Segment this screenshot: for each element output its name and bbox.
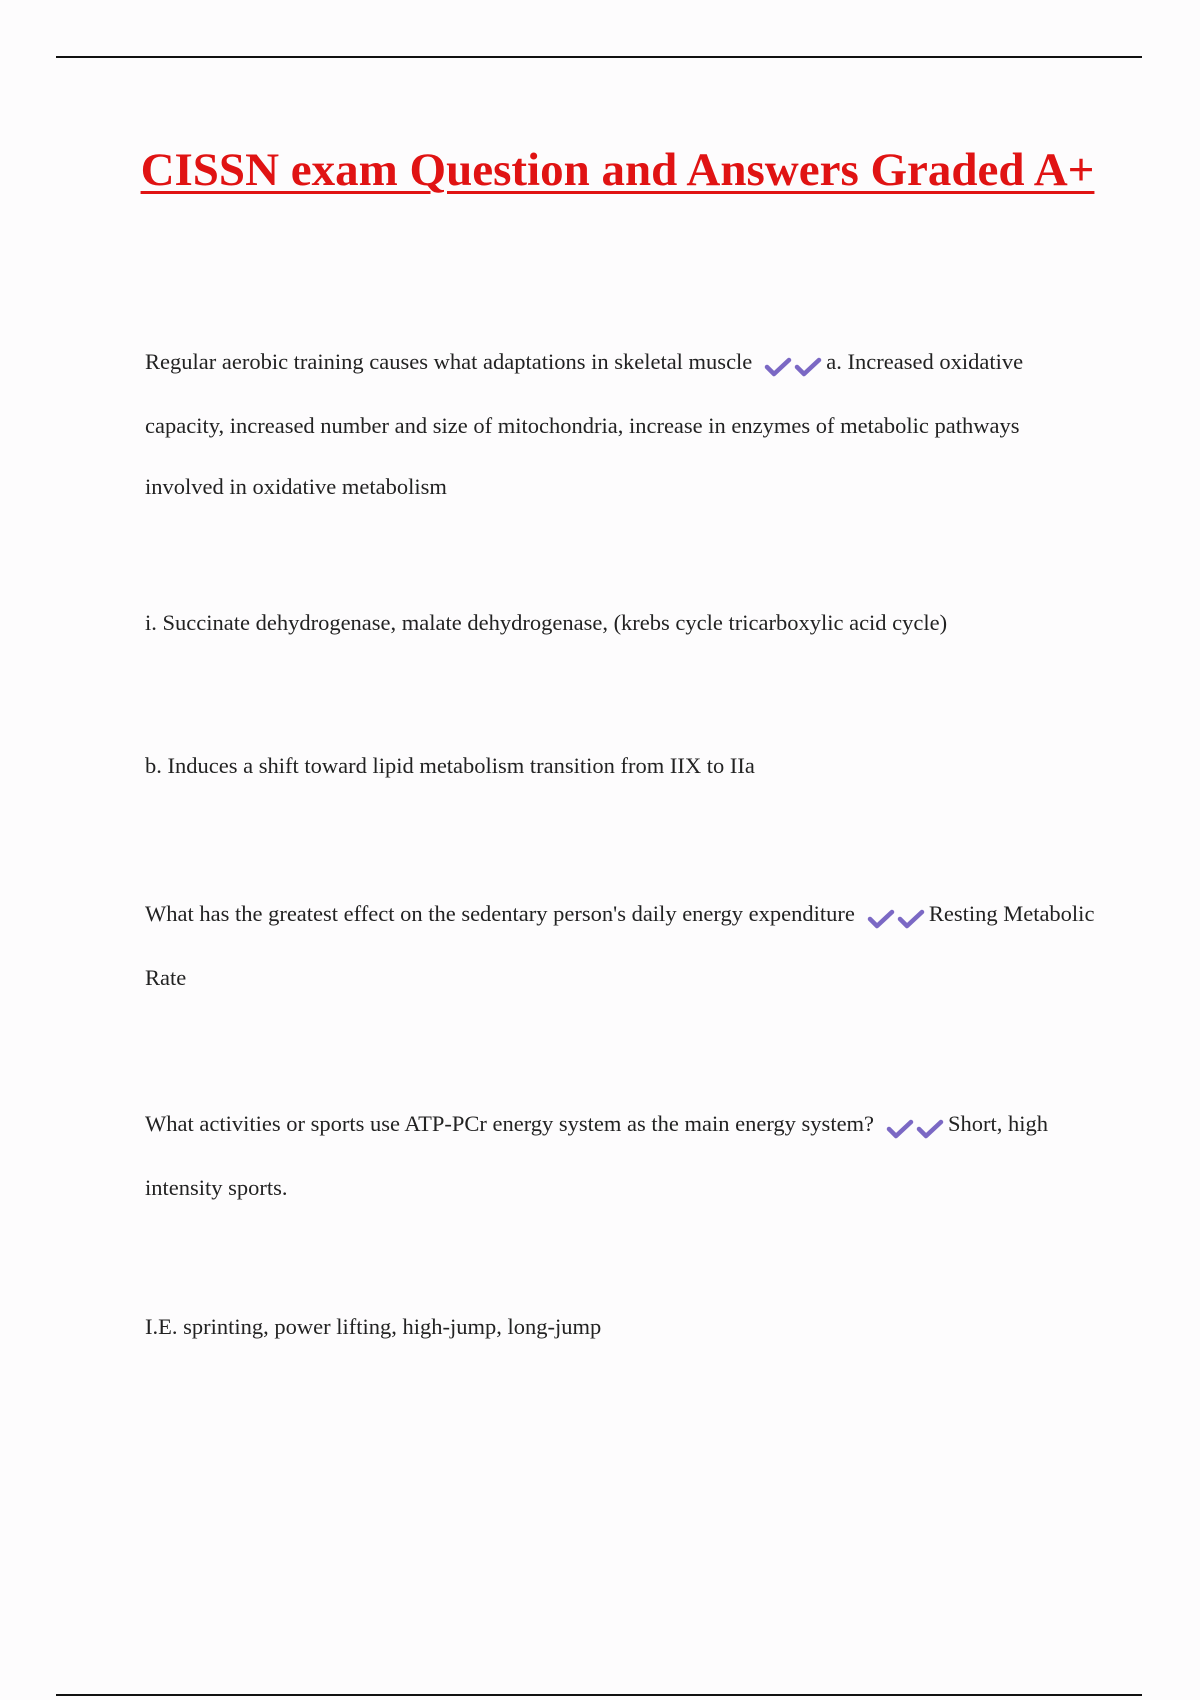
answer-text: Resting Metabolic Rate [145, 901, 1095, 990]
question-text: Regular aerobic training causes what adaptations in skeletal muscle [145, 349, 753, 374]
question-text: What activities or sports use ATP-PCr energy system as the main energy system? [145, 1111, 875, 1136]
note-line: i. Succinate dehydrogenase, malate dehydrogenase, (krebs cycle tricarboxylic acid cycle) [145, 610, 948, 635]
qa-item [145, 331, 1100, 517]
double-check-icon [867, 886, 925, 947]
note-line: b. Induces a shift toward lipid metabolism transition from IIX to IIa [145, 753, 755, 778]
question-text: What has the greatest effect on the sedentary person's daily energy expenditure [145, 901, 855, 926]
note-line: I.E. sprinting, power lifting, high-jump, long-jump [145, 1314, 602, 1339]
double-check-icon [764, 334, 822, 395]
answer-text: a. Increased oxidative capacity, increased number and size of mitochondria, increase in enzymes of metabolic pathways involved in oxidative metabolism [145, 349, 1024, 499]
header-rule [56, 56, 1142, 58]
double-check-icon [886, 1096, 944, 1157]
footer-rule [56, 1694, 1142, 1696]
document-title: CISSN exam Question and Answers Graded A+ [140, 144, 1095, 196]
qa-item [145, 883, 1100, 1008]
qa-item [145, 1093, 1100, 1218]
answer-text: Short, high intensity sports. [145, 1111, 1049, 1200]
